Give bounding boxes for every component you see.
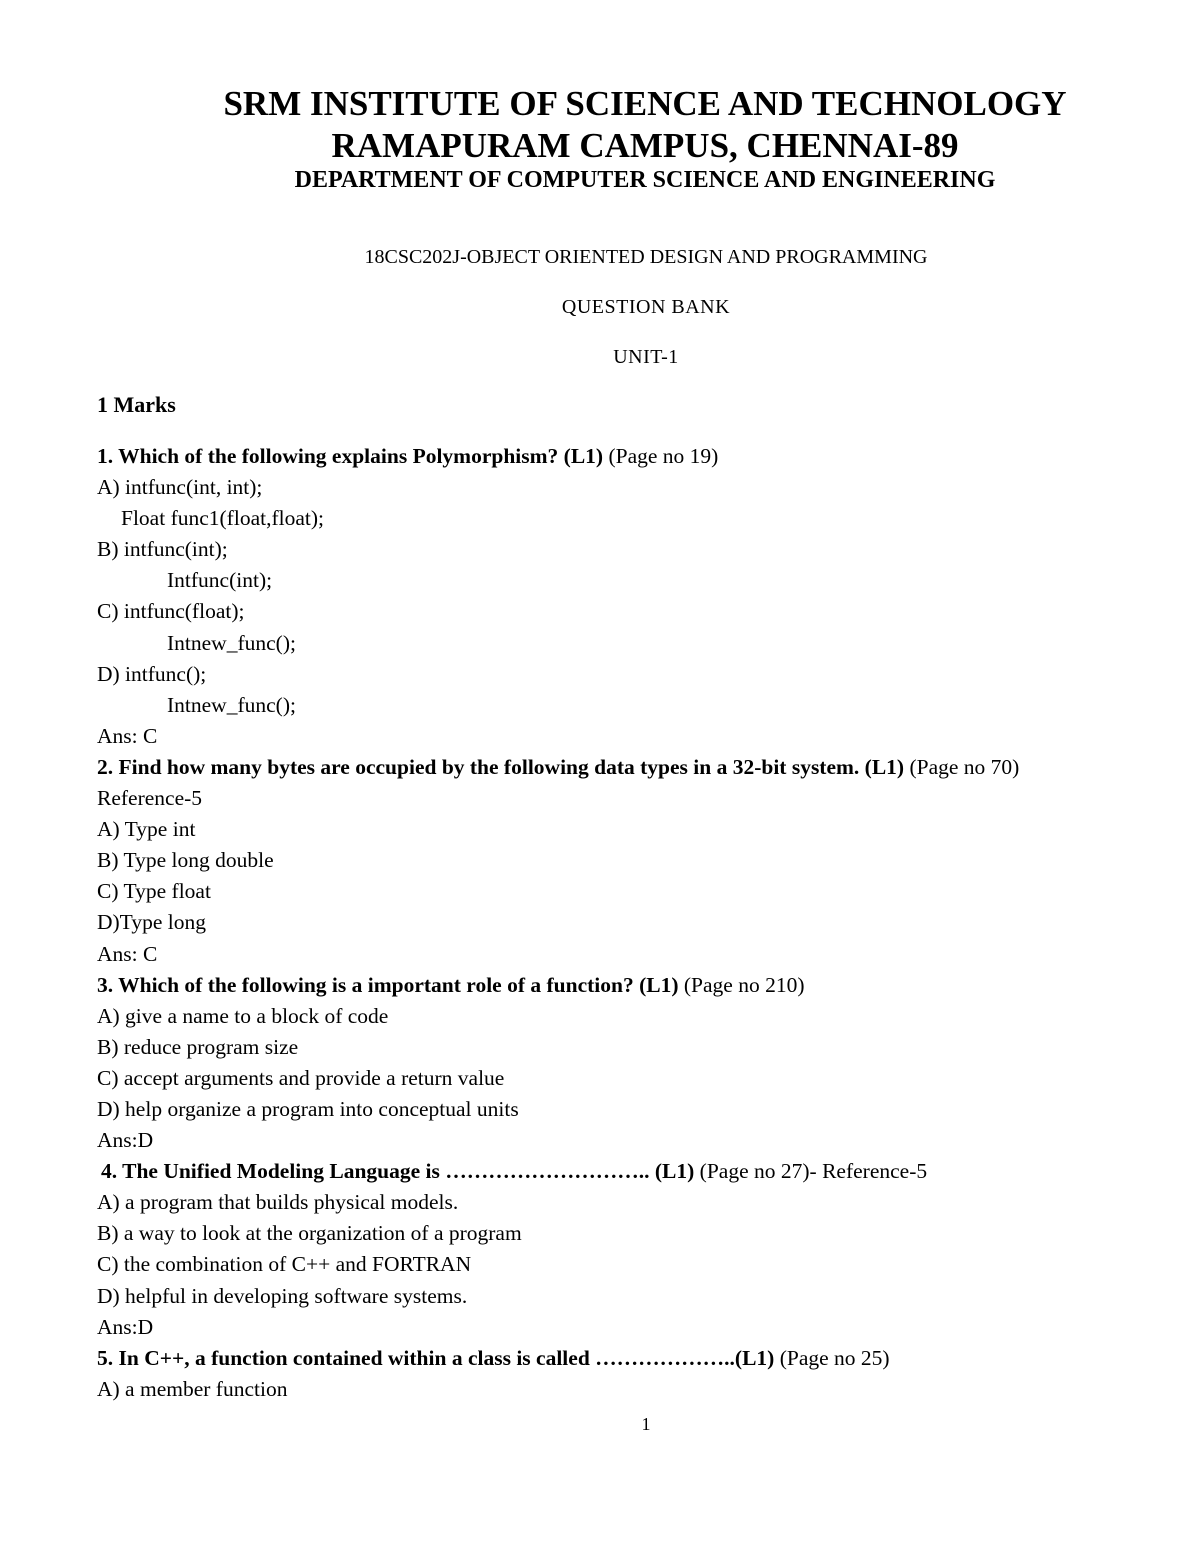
option: D) helpful in developing software systems. <box>97 1283 468 1308</box>
option: A) give a name to a block of code <box>97 1003 389 1028</box>
unit-label: UNIT-1 <box>613 346 679 368</box>
section-title: 1 Marks <box>97 392 176 417</box>
page-reference: (Page no 70) <box>904 754 1020 779</box>
option: B) reduce program size <box>97 1034 299 1059</box>
course-title: 18CSC202J-OBJECT ORIENTED DESIGN AND PROGRAMMING <box>364 246 928 268</box>
question-text: 2. Find how many bytes are occupied by the following data types in a 32-bit system. (L1) <box>97 754 905 779</box>
question-3 <box>97 970 1157 1001</box>
doc-type: QUESTION BANK <box>561 296 731 318</box>
option: D) intfunc(); <box>97 661 207 686</box>
option-continuation: Intnew_func(); <box>167 630 296 655</box>
campus-title: RAMAPURAM CAMPUS, CHENNAI-89 <box>331 126 959 165</box>
page-reference: (Page no 210) <box>678 972 805 997</box>
page-number: 1 <box>641 1414 651 1434</box>
page-reference: (Page no 25) <box>774 1345 890 1370</box>
question-list <box>97 441 1157 1405</box>
institute-title: SRM INSTITUTE OF SCIENCE AND TECHNOLOGY <box>223 84 1067 123</box>
option: B) intfunc(int); <box>97 537 228 562</box>
question-text: 1. Which of the following explains Polymorphism? (L1) <box>97 444 604 468</box>
option: C) accept arguments and provide a return value <box>97 1065 505 1090</box>
option-continuation: Intfunc(int); <box>167 568 273 593</box>
page-reference: (Page no 19) <box>603 444 719 468</box>
option: B) a way to look at the organization of a program <box>97 1221 522 1246</box>
option: C) Type float <box>97 879 211 904</box>
answer: Ans: C <box>97 941 158 966</box>
page-reference: (Page no 27)- Reference-5 <box>694 1159 928 1184</box>
question-text: 4. The Unified Modeling Language is ……………………….. (L1) <box>101 1159 695 1184</box>
option: A) a program that builds physical models. <box>97 1190 459 1215</box>
option: A) a member function <box>97 1376 288 1401</box>
question-1 <box>97 441 1157 472</box>
option: A) intfunc(int, int); <box>97 475 263 500</box>
question-text: 5. In C++, a function contained within a class is called ………………..(L1) <box>97 1345 775 1370</box>
answer: Ans:D <box>97 1314 154 1339</box>
option: C) intfunc(float); <box>97 599 245 624</box>
department-title: DEPARTMENT OF COMPUTER SCIENCE AND ENGINEERING <box>294 167 996 193</box>
option: D) help organize a program into conceptual units <box>97 1096 519 1121</box>
option: B) Type long double <box>97 848 274 873</box>
reference-note: Reference-5 <box>97 786 203 811</box>
question-2 <box>97 752 1157 783</box>
option: C) the combination of C++ and FORTRAN <box>97 1252 472 1277</box>
question-4 <box>97 1156 1157 1187</box>
answer: Ans: C <box>97 723 158 748</box>
option: D)Type long <box>97 910 206 935</box>
answer: Ans:D <box>97 1128 154 1153</box>
question-text: 3. Which of the following is a important role of a function? (L1) <box>97 972 679 997</box>
question-5 <box>97 1343 1157 1374</box>
option-continuation: Float func1(float,float); <box>121 506 324 531</box>
option-continuation: Intnew_func(); <box>167 692 296 717</box>
option: A) Type int <box>97 817 196 842</box>
